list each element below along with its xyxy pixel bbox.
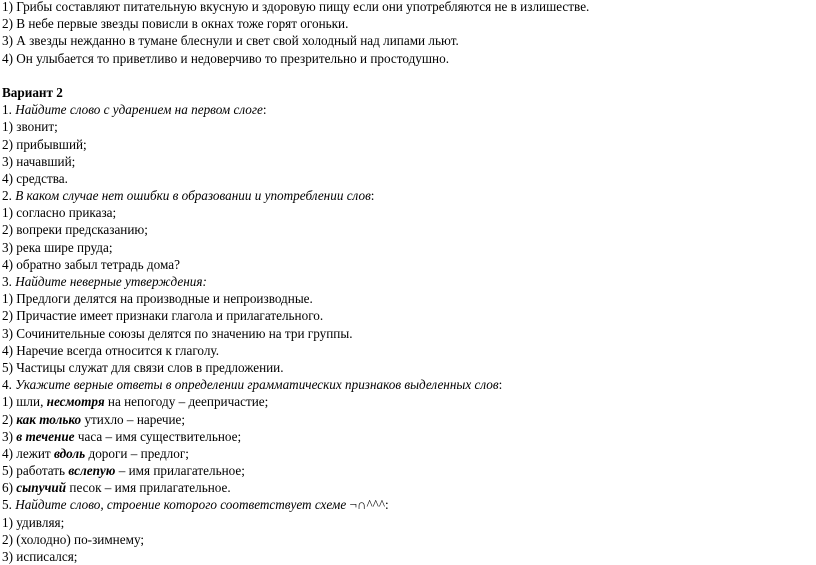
option: 4) средства.: [2, 170, 68, 186]
option: 2) (холодно) по-зимнему;: [2, 531, 145, 547]
option: [2, 393, 812, 410]
question-3: [2, 273, 812, 290]
question-prompt: Укажите верные ответы в определении грамматических признаков выделенных слов: [15, 377, 499, 393]
question-number: 1.: [2, 102, 16, 118]
option-text: 6): [2, 480, 17, 496]
question-5: [2, 496, 812, 513]
blank-line: [2, 67, 812, 84]
option: 3) исписался;: [2, 549, 78, 564]
question-tail: :: [370, 188, 375, 204]
option: 2) прибывший;: [2, 136, 87, 152]
question-1: [2, 101, 812, 118]
question-number: 2.: [2, 188, 16, 204]
highlighted-word: несмотря: [46, 394, 105, 410]
option: 1) Предлоги делятся на производные и непроизводные.: [2, 291, 313, 307]
option: 1) звонит;: [2, 119, 58, 135]
document-page: [2, 0, 812, 565]
sentence-3: 3) А звезды нежданно в тумане блеснули и свет свой холодный над липами льют.: [2, 33, 459, 49]
option-text: 1) шли,: [2, 394, 47, 410]
question-tail: :: [385, 497, 389, 513]
highlighted-word: вдоль: [53, 445, 86, 461]
option: [2, 428, 812, 445]
option: 3) начавший;: [2, 153, 76, 169]
question-number: 4.: [2, 377, 16, 393]
option: 2) Причастие имеет признаки глагола и прилагательного.: [2, 308, 324, 324]
option: [2, 462, 812, 479]
morpheme-scheme: ¬∩^^^: [346, 497, 386, 513]
option: 1) удивляя;: [2, 514, 65, 530]
option-text: 5) работать: [2, 463, 69, 479]
question-prompt: В каком случае нет ошибки в образовании и употреблении слов: [15, 188, 371, 204]
option-text: песок – имя прилагательное.: [66, 480, 231, 496]
question-prompt: Найдите слово с ударением на первом слоге: [15, 102, 263, 118]
question-prompt: Найдите слово, строение которого соответствует схеме: [15, 497, 347, 513]
option: [2, 445, 812, 462]
option: 3) Сочинительные союзы делятся по значению на три группы.: [2, 325, 353, 341]
highlighted-word: вслепую: [68, 463, 116, 479]
question-number: 5.: [2, 497, 16, 513]
option: 5) Частицы служат для связи слов в предложении.: [2, 359, 284, 375]
option: 4) обратно забыл тетрадь дома?: [2, 256, 180, 272]
highlighted-word: в течение: [16, 428, 75, 444]
sentence-2: 2) В небе первые звезды повисли в окнах тоже горят огоньки.: [2, 16, 349, 32]
highlighted-word: сыпучий: [16, 480, 67, 496]
question-tail: :: [498, 377, 503, 393]
option: 2) вопреки предсказанию;: [2, 222, 148, 238]
option: [2, 479, 812, 496]
question-tail: :: [262, 102, 267, 118]
option: 4) Наречие всегда относится к глаголу.: [2, 342, 219, 358]
sentence-4: 4) Он улыбается то приветливо и недоверчиво то презрительно и простодушно.: [2, 50, 449, 66]
option-text: – имя прилагательное;: [115, 463, 245, 479]
highlighted-word: как только: [16, 411, 82, 427]
sentence-1: 1) Грибы составляют питательную вкусную и здоровую пищу если они употребляются не в излишестве.: [2, 0, 590, 14]
question-prompt: Найдите неверные утверждения:: [15, 274, 207, 289]
question-number: 3.: [2, 274, 16, 289]
option-text: дороги – предлог;: [85, 445, 189, 461]
question-2: [2, 187, 812, 204]
option-text: 4) лежит: [2, 445, 54, 461]
option-text: часа – имя существительное;: [74, 428, 242, 444]
option-text: утихло – наречие;: [81, 411, 186, 427]
option-text: 3): [2, 428, 17, 444]
option: 3) река шире пруда;: [2, 239, 113, 255]
option-text: на непогоду – деепричастие;: [104, 394, 269, 410]
option: 1) согласно приказа;: [2, 205, 117, 221]
variant-title: Вариант 2: [2, 84, 63, 100]
question-4: [2, 376, 812, 393]
option-text: 2): [2, 411, 17, 427]
option: [2, 411, 812, 428]
